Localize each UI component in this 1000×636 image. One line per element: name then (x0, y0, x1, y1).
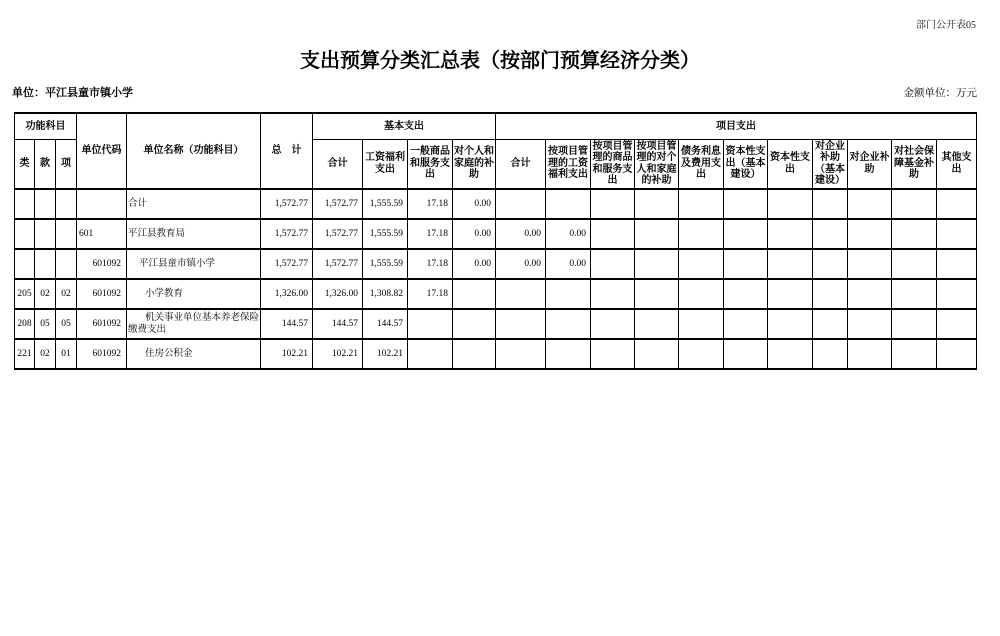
cell-amount (724, 279, 768, 309)
cell-amount (453, 339, 496, 369)
cell-amount (768, 219, 813, 249)
cell-amount: 144.57 (313, 309, 363, 339)
cell-amount (937, 339, 977, 369)
cell-amount (892, 189, 937, 219)
doc-reference-label: 部门公开表05 (916, 20, 976, 31)
cell-amount (724, 189, 768, 219)
cell-unit-code: 601092 (77, 309, 127, 339)
table-row (15, 249, 977, 279)
header-row-groups (15, 113, 977, 139)
cell-amount: 17.18 (408, 249, 453, 279)
header-grand-total: 总 计 (261, 113, 313, 189)
cell-amount (591, 189, 635, 219)
cell-amount (813, 309, 848, 339)
cell-amount (635, 249, 679, 279)
subheader-basic-goods-services: 一般商品和服务支出 (408, 139, 453, 189)
cell-amount (892, 249, 937, 279)
cell-unit-name: 平江县教育局 (127, 219, 261, 249)
cell-amount: 102.21 (313, 339, 363, 369)
table-row (15, 219, 977, 249)
cell-amount: 144.57 (363, 309, 408, 339)
cell-amount (937, 189, 977, 219)
cell-amount (724, 309, 768, 339)
cell-amount: 1,555.59 (363, 189, 408, 219)
cell-amount (635, 279, 679, 309)
cell-amount (813, 219, 848, 249)
cell-amount: 1,326.00 (261, 279, 313, 309)
cell-kuan-code (35, 249, 56, 279)
cell-amount (813, 249, 848, 279)
cell-amount: 1,326.00 (313, 279, 363, 309)
cell-amount (546, 279, 591, 309)
cell-amount (848, 339, 892, 369)
cell-amount (635, 339, 679, 369)
cell-amount (892, 219, 937, 249)
cell-amount: 1,572.77 (313, 219, 363, 249)
cell-amount: 17.18 (408, 219, 453, 249)
cell-amount (496, 309, 546, 339)
cell-amount: 1,572.77 (261, 219, 313, 249)
cell-amount (768, 339, 813, 369)
cell-amount: 1,308.82 (363, 279, 408, 309)
header-basic-expenditure: 基本支出 (313, 113, 496, 139)
cell-amount (937, 249, 977, 279)
subheader-debt-interest: 债务利息及费用支出 (679, 139, 724, 189)
meta-row (12, 84, 977, 100)
cell-lei-code: 221 (15, 339, 35, 369)
cell-unit-name: 小学教育 (127, 279, 261, 309)
cell-amount: 0.00 (496, 249, 546, 279)
subheader-capital-construction: 资本性支出（基本建设） (724, 139, 768, 189)
subheader-capital: 资本性支出 (768, 139, 813, 189)
header-project-expenditure: 项目支出 (496, 113, 977, 139)
cell-amount (768, 309, 813, 339)
cell-xiang-code (56, 219, 77, 249)
cell-lei-code: 208 (15, 309, 35, 339)
cell-amount (408, 339, 453, 369)
cell-kuan-code (35, 219, 56, 249)
cell-amount: 1,555.59 (363, 249, 408, 279)
cell-amount: 0.00 (453, 219, 496, 249)
cell-lei-code (15, 249, 35, 279)
cell-amount (635, 309, 679, 339)
cell-unit-name: 合计 (127, 189, 261, 219)
cell-amount (768, 189, 813, 219)
cell-amount (937, 309, 977, 339)
subheader-enterprise-subsidy: 对企业补助 (848, 139, 892, 189)
cell-amount (591, 339, 635, 369)
cell-amount (546, 189, 591, 219)
cell-amount (546, 309, 591, 339)
cell-amount: 0.00 (546, 219, 591, 249)
cell-amount (453, 309, 496, 339)
cell-amount: 102.21 (363, 339, 408, 369)
cell-amount: 0.00 (546, 249, 591, 279)
subheader-social-security-subsidy: 对社会保障基金补助 (892, 139, 937, 189)
subheader-lei: 类 (15, 139, 35, 189)
cell-lei-code (15, 219, 35, 249)
cell-amount (892, 279, 937, 309)
cell-amount (892, 339, 937, 369)
cell-amount (591, 279, 635, 309)
cell-amount (408, 309, 453, 339)
cell-amount: 1,572.77 (313, 189, 363, 219)
cell-lei-code (15, 189, 35, 219)
cell-amount (635, 219, 679, 249)
cell-amount (546, 339, 591, 369)
subheader-project-total: 合计 (496, 139, 546, 189)
cell-amount (724, 249, 768, 279)
table-row (15, 279, 977, 309)
subheader-basic-individuals-families: 对个人和家庭的补助 (453, 139, 496, 189)
cell-amount: 1,555.59 (363, 219, 408, 249)
subheader-kuan: 款 (35, 139, 56, 189)
cell-amount (937, 279, 977, 309)
cell-unit-name: 平江县童市镇小学 (127, 249, 261, 279)
budget-summary-table (14, 112, 977, 370)
cell-amount (848, 279, 892, 309)
cell-amount (813, 279, 848, 309)
cell-amount (813, 189, 848, 219)
cell-amount: 17.18 (408, 189, 453, 219)
cell-unit-code: 601092 (77, 279, 127, 309)
cell-kuan-code: 02 (35, 339, 56, 369)
cell-amount (679, 249, 724, 279)
cell-amount (848, 189, 892, 219)
cell-amount: 0.00 (453, 189, 496, 219)
cell-amount (496, 339, 546, 369)
cell-kuan-code: 05 (35, 309, 56, 339)
cell-amount: 102.21 (261, 339, 313, 369)
cell-amount: 0.00 (496, 219, 546, 249)
cell-amount: 0.00 (453, 249, 496, 279)
cell-unit-code: 601 (77, 219, 127, 249)
cell-lei-code: 205 (15, 279, 35, 309)
cell-xiang-code (56, 249, 77, 279)
subheader-basic-wages: 工资福利支出 (363, 139, 408, 189)
cell-amount (591, 219, 635, 249)
cell-amount (679, 219, 724, 249)
cell-amount (724, 219, 768, 249)
cell-amount: 1,572.77 (313, 249, 363, 279)
cell-amount (768, 279, 813, 309)
subheader-project-wages: 按项目管理的工资福利支出 (546, 139, 591, 189)
cell-unit-name: 机关事业单位基本养老保险缴费支出 (127, 309, 261, 339)
cell-unit-code: 601092 (77, 339, 127, 369)
cell-amount (724, 339, 768, 369)
cell-amount: 1,572.77 (261, 249, 313, 279)
cell-unit-code: 601092 (77, 249, 127, 279)
cell-amount (453, 279, 496, 309)
cell-amount (892, 309, 937, 339)
subheader-project-goods-services: 按项目管理的商品和服务支出 (591, 139, 635, 189)
table-row (15, 309, 977, 339)
table-row (15, 189, 977, 219)
subheader-other-expenditure: 其他支出 (937, 139, 977, 189)
cell-xiang-code: 02 (56, 279, 77, 309)
cell-xiang-code (56, 189, 77, 219)
cell-amount (768, 249, 813, 279)
subheader-xiang: 项 (56, 139, 77, 189)
cell-amount (848, 309, 892, 339)
subheader-basic-total: 合计 (313, 139, 363, 189)
cell-kuan-code: 02 (35, 279, 56, 309)
cell-amount (496, 279, 546, 309)
cell-amount (496, 189, 546, 219)
cell-unit-name: 住房公积金 (127, 339, 261, 369)
cell-amount (591, 309, 635, 339)
cell-amount (937, 219, 977, 249)
cell-amount: 17.18 (408, 279, 453, 309)
cell-xiang-code: 05 (56, 309, 77, 339)
cell-amount (679, 189, 724, 219)
cell-kuan-code (35, 189, 56, 219)
cell-unit-code (77, 189, 127, 219)
budget-table-body (15, 189, 977, 369)
amount-unit-label: 金额单位：万元 (903, 88, 977, 99)
header-unit-name: 单位名称（功能科目） (127, 113, 261, 189)
table-row (15, 339, 977, 369)
cell-amount (848, 249, 892, 279)
subheader-project-individuals-families: 按项目管理的对个人和家庭的补助 (635, 139, 679, 189)
cell-amount (813, 339, 848, 369)
header-functional-subject: 功能科目 (15, 113, 77, 139)
unit-name-label: 单位：平江县童市镇小学 (12, 87, 133, 99)
subheader-enterprise-subsidy-construction: 对企业补助（基本建设） (813, 139, 848, 189)
cell-amount (635, 189, 679, 219)
cell-amount: 1,572.77 (261, 189, 313, 219)
cell-xiang-code: 01 (56, 339, 77, 369)
page-title: 支出预算分类汇总表（按部门预算经济分类） (300, 50, 700, 72)
cell-amount (679, 309, 724, 339)
cell-amount (679, 339, 724, 369)
cell-amount (591, 249, 635, 279)
cell-amount (679, 279, 724, 309)
cell-amount: 144.57 (261, 309, 313, 339)
header-unit-code: 单位代码 (77, 113, 127, 189)
cell-amount (848, 219, 892, 249)
